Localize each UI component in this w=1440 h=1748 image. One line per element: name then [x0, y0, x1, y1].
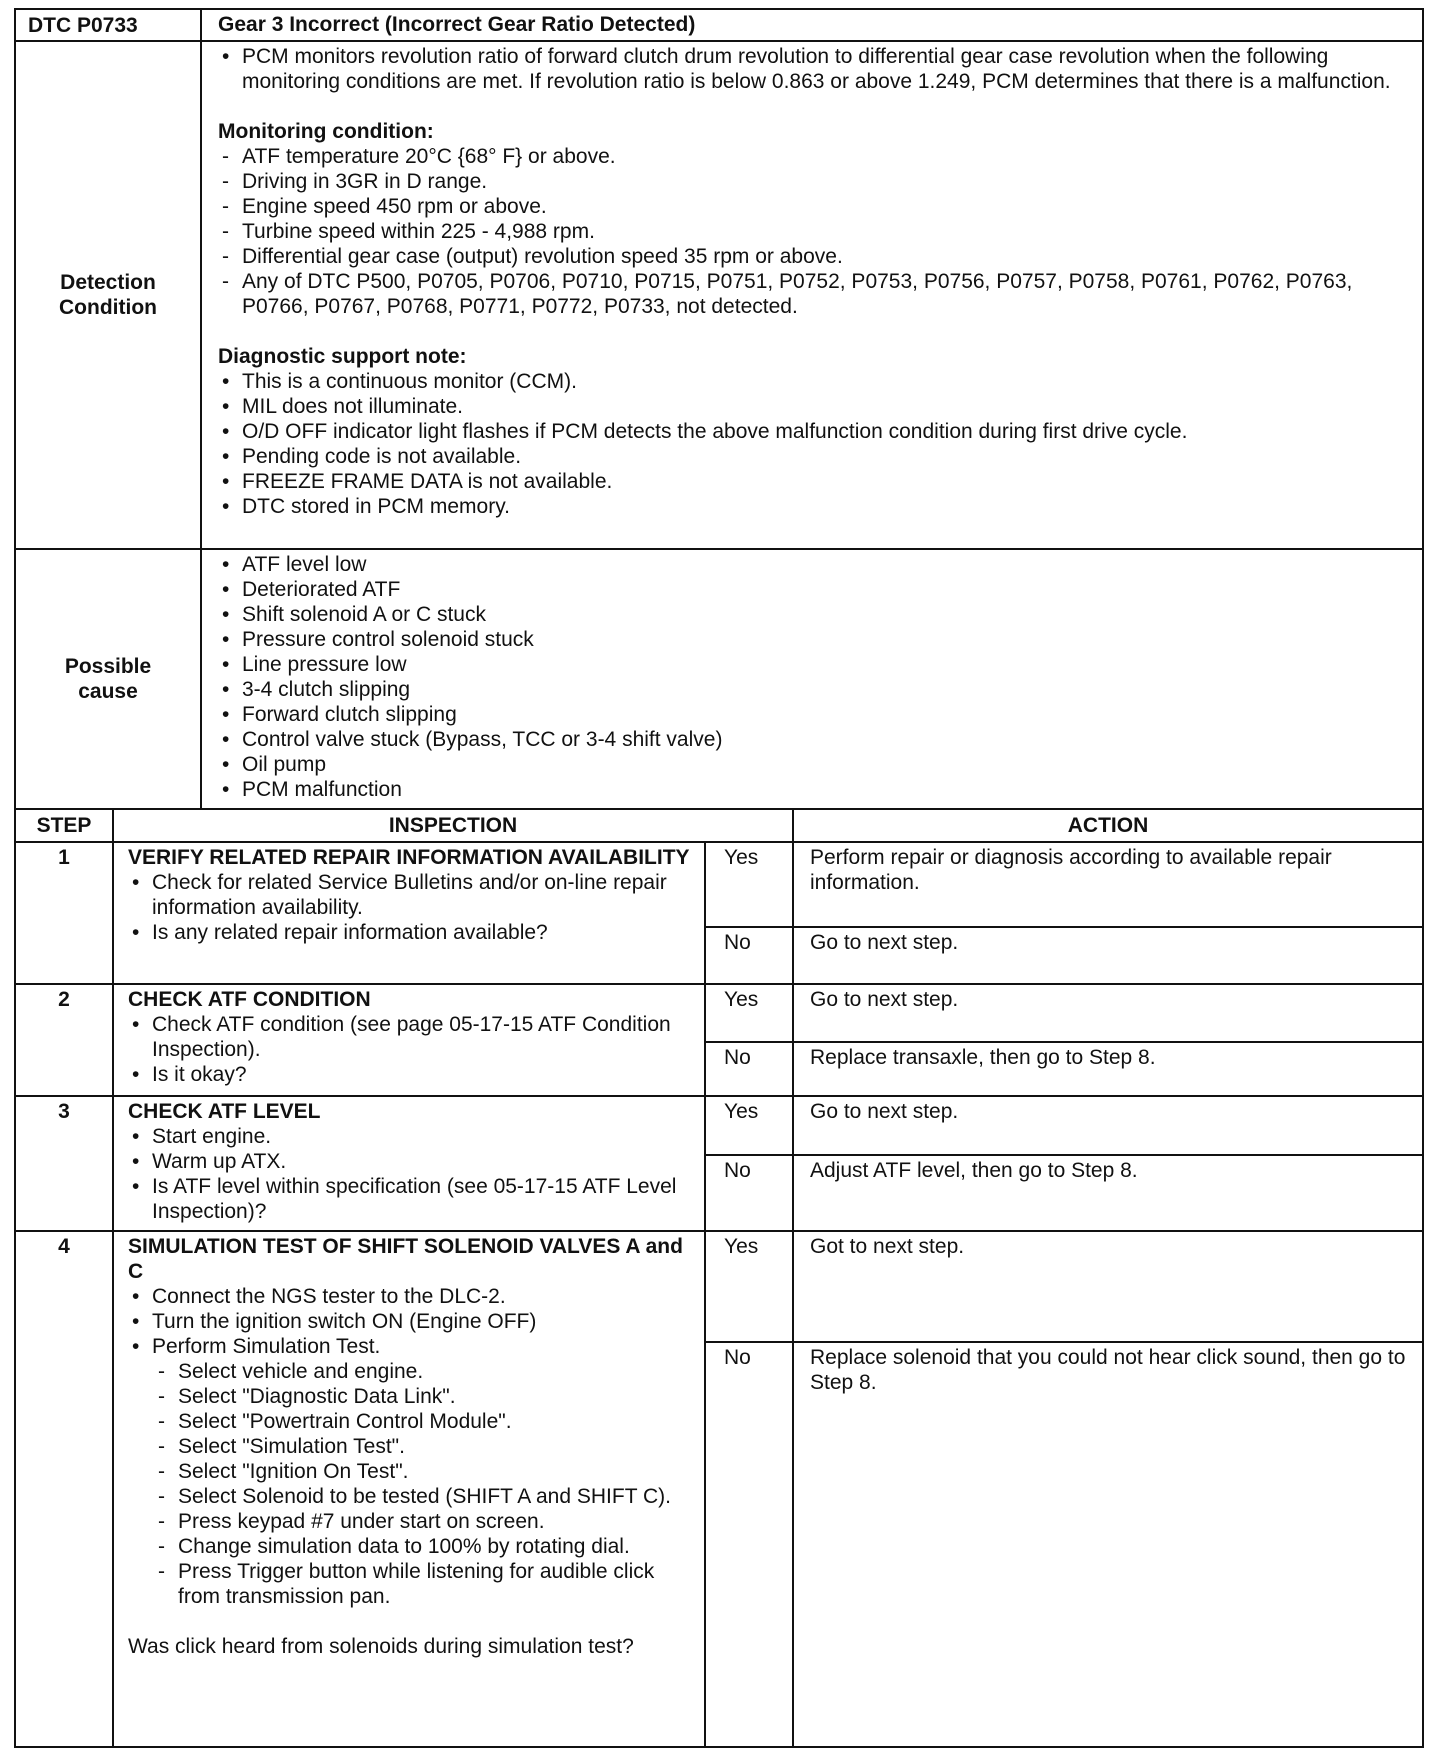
inspection-item: • Warm up ATX.: [132, 1150, 287, 1173]
possible-cause-list: [202, 550, 1422, 808]
steps-header-row: [16, 810, 1422, 843]
sub-step: - Select "Powertrain Control Module".: [158, 1410, 512, 1433]
step-title: CHECK ATF LEVEL: [128, 1100, 321, 1123]
monitoring-condition-title: Monitoring condition:: [218, 120, 434, 143]
cause-item: • ATF level low: [222, 553, 367, 576]
no-result: [706, 1041, 1422, 1095]
cause-item: • Pressure control solenoid stuck: [222, 628, 534, 651]
detection-condition-content: [202, 42, 1422, 548]
dtc-title: Gear 3 Incorrect (Incorrect Gear Ratio Detected): [218, 13, 696, 36]
sub-step: - Select Solenoid to be tested (SHIFT A and SHIFT C).: [158, 1485, 671, 1508]
no-result: [706, 926, 1422, 983]
step-question: Was click heard from solenoids during simulation test?: [128, 1635, 634, 1658]
monitoring-item: - Driving in 3GR in D range.: [222, 170, 488, 193]
bullet-marker: •: [222, 45, 230, 68]
yes-action: Perform repair or diagnosis according to available repair information.: [810, 846, 1332, 894]
step-row-4: [16, 1232, 1422, 1746]
detection-label-line1: Detection: [60, 271, 156, 294]
step-inspection: [114, 985, 706, 1095]
sub-step: - Select "Diagnostic Data Link".: [158, 1385, 456, 1408]
step-number: 2: [16, 985, 114, 1095]
step-inspection: [114, 1232, 706, 1746]
inspection-item: • Is any related repair information available?: [132, 921, 548, 944]
no-label: No: [706, 1043, 794, 1095]
step-number: 4: [16, 1232, 114, 1746]
detection-condition-label: [16, 42, 202, 548]
dtc-code: DTC P0733: [16, 10, 202, 40]
yes-label: Yes: [706, 1097, 794, 1154]
sub-step: - Select "Ignition On Test".: [158, 1460, 409, 1483]
step-title: SIMULATION TEST OF SHIFT SOLENOID VALVES A and C: [128, 1235, 683, 1283]
step-title: VERIFY RELATED REPAIR INFORMATION AVAILABILITY: [128, 846, 690, 869]
step-title: CHECK ATF CONDITION: [128, 988, 371, 1011]
no-action: Adjust ATF level, then go to Step 8.: [810, 1159, 1138, 1182]
possible-cause-label: [16, 550, 202, 808]
monitoring-item: - Engine speed 450 rpm or above.: [222, 195, 547, 218]
step-results: [706, 843, 1422, 983]
inspection-item: • Check ATF condition (see page 05-17-15 ATF Condition Inspection).: [132, 1013, 671, 1061]
step-results: [706, 1232, 1422, 1746]
no-label: No: [706, 928, 794, 983]
detection-intro: • PCM monitors revolution ratio of forward clutch drum revolution to differential gear case revolution when the following monitoring conditions are met. If revolution ratio is below 0.863 or above 1.249, PCM determines that there is a malfunction.: [218, 44, 1406, 94]
action-column-header: ACTION: [1067, 814, 1149, 837]
cause-label-line1: Possible: [64, 655, 152, 678]
detection-condition-row: [16, 42, 1422, 550]
step-row-3: [16, 1097, 1422, 1232]
inspection-item: • Connect the NGS tester to the DLC-2.: [132, 1285, 506, 1308]
monitoring-item: - ATF temperature 20°C {68° F} or above.: [222, 145, 616, 168]
step-inspection: [114, 1097, 706, 1230]
cause-item: • Line pressure low: [222, 653, 407, 676]
cause-item: • Shift solenoid A or C stuck: [222, 603, 486, 626]
no-result: [706, 1154, 1422, 1230]
sub-step: - Change simulation data to 100% by rotating dial.: [158, 1535, 630, 1558]
inspection-item: • Perform Simulation Test.: [132, 1335, 381, 1358]
steps-table: [14, 808, 1424, 1748]
no-action: Replace transaxle, then go to Step 8.: [810, 1046, 1156, 1069]
no-action: Replace solenoid that you could not hear click sound, then go to Step 8.: [810, 1346, 1406, 1394]
dtc-header-row: [16, 10, 1422, 42]
step-inspection: [114, 843, 706, 983]
yes-action: Go to next step.: [810, 1100, 959, 1123]
no-result: [706, 1341, 1422, 1746]
support-item: • O/D OFF indicator light flashes if PCM detects the above malfunction condition during first drive cycle.: [222, 420, 1188, 443]
dtc-document: [14, 8, 1424, 1748]
monitoring-item: - Differential gear case (output) revolution speed 35 rpm or above.: [222, 245, 843, 268]
inspection-item: • Turn the ignition switch ON (Engine OFF): [132, 1310, 537, 1333]
cause-item: • Deteriorated ATF: [222, 578, 401, 601]
inspection-item: • Is it okay?: [132, 1063, 247, 1086]
cause-item: • Forward clutch slipping: [222, 703, 457, 726]
possible-cause-row: [16, 550, 1422, 808]
inspection-item: • Is ATF level within specification (see 05-17-15 ATF Level Inspection)?: [132, 1175, 677, 1223]
no-label: No: [706, 1343, 794, 1746]
no-label: No: [706, 1156, 794, 1230]
yes-label: Yes: [706, 1232, 794, 1341]
inspection-item: • Start engine.: [132, 1125, 272, 1148]
monitoring-item: - Any of DTC P500, P0705, P0706, P0710, P0715, P0751, P0752, P0753, P0756, P0757, P0758, P0761, P0762, P0763, P0766, P0767, P0768, P0771, P0772, P0733, not detected.: [222, 270, 1353, 318]
yes-label: Yes: [706, 985, 794, 1041]
support-item: • This is a continuous monitor (CCM).: [222, 370, 577, 393]
monitoring-item: - Turbine speed within 225 - 4,988 rpm.: [222, 220, 595, 243]
no-action: Go to next step.: [810, 931, 959, 954]
yes-result: [706, 1232, 1422, 1341]
cause-item: • PCM malfunction: [222, 778, 402, 801]
step-column-header: STEP: [16, 810, 114, 841]
support-item: • Pending code is not available.: [222, 445, 522, 468]
yes-result: [706, 843, 1422, 926]
step-number: 3: [16, 1097, 114, 1230]
sub-step: - Press Trigger button while listening for audible click from transmission pan.: [158, 1560, 655, 1608]
step-results: [706, 985, 1422, 1095]
detection-label-line2: Condition: [59, 296, 157, 319]
step-row-2: [16, 985, 1422, 1097]
inspection-item: • Check for related Service Bulletins and/or on-line repair information availability.: [132, 871, 667, 919]
yes-action: Got to next step.: [810, 1235, 965, 1258]
yes-action: Go to next step.: [810, 988, 959, 1011]
inspection-column-header: INSPECTION: [114, 810, 794, 841]
support-item: • DTC stored in PCM memory.: [222, 495, 510, 518]
support-item: • MIL does not illuminate.: [222, 395, 464, 418]
yes-result: [706, 985, 1422, 1041]
cause-item: • 3-4 clutch slipping: [222, 678, 411, 701]
sub-step: - Press keypad #7 under start on screen.: [158, 1510, 545, 1533]
cause-label-line2: cause: [78, 680, 138, 703]
sub-step: - Select "Simulation Test".: [158, 1435, 405, 1458]
step-number: 1: [16, 843, 114, 983]
step-row-1: [16, 843, 1422, 985]
step-results: [706, 1097, 1422, 1230]
dtc-info-table: [14, 8, 1424, 810]
sub-step: - Select vehicle and engine.: [158, 1360, 424, 1383]
cause-item: • Control valve stuck (Bypass, TCC or 3-4 shift valve): [222, 728, 723, 751]
cause-item: • Oil pump: [222, 753, 327, 776]
diagnostic-support-title: Diagnostic support note:: [218, 345, 467, 368]
yes-label: Yes: [706, 843, 794, 926]
support-item: • FREEZE FRAME DATA is not available.: [222, 470, 613, 493]
yes-result: [706, 1097, 1422, 1154]
